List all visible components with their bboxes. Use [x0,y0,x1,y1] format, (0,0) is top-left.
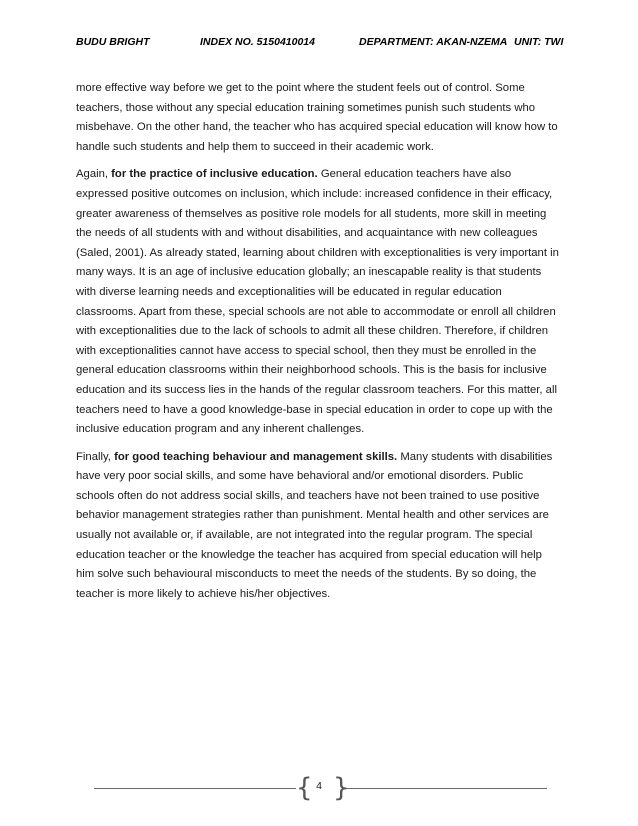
document-body [76,79,562,612]
footer-rule-right [342,788,547,789]
paragraph-2 [76,165,562,439]
page-header [76,36,576,52]
paragraph-3-bold: for good teaching behaviour and management skills. [114,450,398,463]
paragraph-2-lead: Again, [76,168,112,181]
paragraph-2-bold: for the practice of inclusive education. [111,168,318,181]
paragraph-3 [76,448,562,605]
department: DEPARTMENT: AKAN-NZEMA [359,36,508,48]
left-brace-icon: { [296,773,313,803]
paragraph-3-lead: Finally, [76,450,115,463]
index-number: INDEX NO. 5150410014 [200,36,315,48]
right-brace-icon: } [333,773,350,803]
paragraph-1: more effective way before we get to the point where the student feels out of control. Some teachers, those without any special education training sometimes punish such students who misbehave. On the other hand, the teacher who has acquired special education will know how to handle such students and help them to succeed in their academic work. [76,82,558,153]
footer-rule-left [94,788,296,789]
paragraph-3-text: Many students with disabilities have very poor social skills, and some have behavioral and/or emotional disorders. Public schools often do not address social skills, and teachers have not been trained to use positive behavior management strategies rather than punishment. Mental health and other services are usually not available or, if available, are not integrated into the regular program. The special education teacher or the knowledge the teacher has acquired from special education will help him solve such behavioural misconducts to meet the needs of the students. By so doing, the teacher is more likely to achieve his/her objectives. [76,450,553,600]
page-number: 4 [316,780,322,792]
unit: UNIT: TWI [514,36,564,48]
author-name: BUDU BRIGHT [76,36,150,48]
paragraph-2-text: General education teachers have also expressed positive outcomes on inclusion, which include: increased confidence in their efficacy, greater awareness of themselves as positive role models for all students, more skill in meeting the needs of all students with and without disabilities, and acquaintance with new colleagues (Saled, 2001). As already stated, learning about children with exceptionalities is very important in many ways. It is an age of inclusive education globally; an inescapable reality is that students with diverse learning needs and exceptionalities will be educated in regular education classrooms. Apart from these, special schools are not able to accommodate or enroll all children with exceptionalities due to the lack of schools to admit all these children. Therefore, if children with exceptionalities cannot have access to special school, then they must be enrolled in the general education classrooms within their neighborhood schools. This is the basis for inclusive education and its success lies in the hands of the regular classroom teachers. For this matter, all teachers need to have a good knowledge-base in special education in order to cope up with the inclusive education program and any inherent challenges. [76,168,559,436]
